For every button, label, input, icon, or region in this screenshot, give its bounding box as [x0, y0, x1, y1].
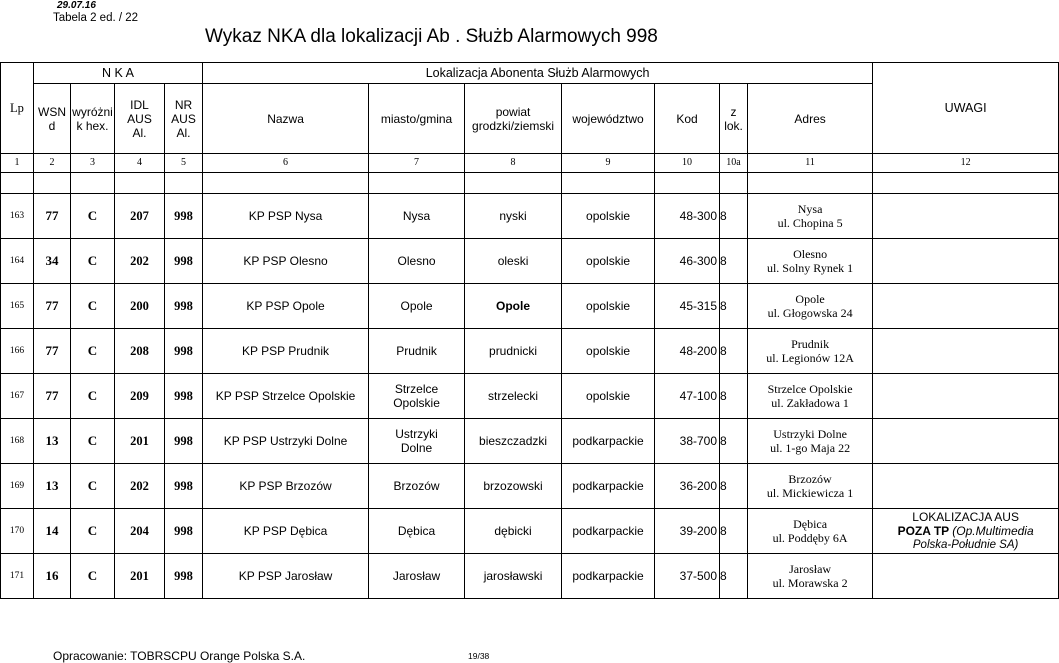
col-lp: Lp [1, 63, 34, 154]
cell-kod: 39-200 [655, 509, 720, 554]
cell-zlok: 8 [720, 419, 748, 464]
col-group-nka: N K A [34, 63, 203, 84]
col-zlok [720, 84, 748, 154]
spacer-cell [71, 173, 115, 194]
col-miasto: miasto/gmina [369, 84, 465, 154]
col-uwagi: UWAGI [873, 63, 1059, 154]
col-kod: Kod [655, 84, 720, 154]
table-row [1, 554, 1059, 599]
cell-idl: 202 [115, 464, 165, 509]
table-row [1, 329, 1059, 374]
cell-nazwa: KP PSP Opole [203, 284, 369, 329]
cell-wyroznik: C [71, 554, 115, 599]
cell-miasto-line1: Prudnik [396, 344, 437, 358]
uwagi-line2-bold: POZA TP [897, 524, 949, 538]
cell-kod: 37-500 [655, 554, 720, 599]
spacer-cell [748, 173, 873, 194]
col-powiat [465, 84, 562, 154]
cell-miasto-line1: Dębica [397, 524, 436, 538]
spacer-cell [115, 173, 165, 194]
cell-wyroznik: C [71, 464, 115, 509]
cell-idl: 201 [115, 554, 165, 599]
cell-miasto [369, 239, 465, 284]
cell-uwagi [873, 509, 1059, 554]
cell-adres-line2: ul. Zakładowa 1 [771, 396, 849, 410]
cell-miasto [369, 374, 465, 419]
cell-idl: 207 [115, 194, 165, 239]
col-wyroznik-line1: wyróżni [72, 104, 113, 119]
uwagi-line1: LOKALIZACJA AUS [912, 510, 1019, 524]
cell-wsn: 16 [34, 554, 71, 599]
cell-wsn: 14 [34, 509, 71, 554]
cell-wojewodztwo: podkarpackie [562, 554, 655, 599]
col-wsn: WSN d [34, 84, 71, 154]
cell-wyroznik: C [71, 329, 115, 374]
col-number: 4 [115, 154, 165, 173]
spacer-cell [720, 173, 748, 194]
cell-miasto [369, 329, 465, 374]
cell-idl: 209 [115, 374, 165, 419]
header-row-groups [1, 63, 1059, 84]
cell-miasto-line2: Opolskie [393, 396, 440, 410]
spacer-cell [369, 173, 465, 194]
col-number: 11 [748, 154, 873, 173]
col-number: 7 [369, 154, 465, 173]
col-nr-line1: NR [174, 97, 193, 112]
cell-wsn: 77 [34, 374, 71, 419]
cell-powiat: jarosławski [465, 554, 562, 599]
cell-adres-line1: Nysa [797, 202, 823, 216]
cell-lp: 163 [1, 194, 34, 239]
cell-adres-line1: Olesno [793, 247, 828, 261]
col-number: 9 [562, 154, 655, 173]
spacer-cell [562, 173, 655, 194]
cell-miasto-line1: Ustrzyki [395, 427, 438, 441]
cell-nr: 998 [165, 239, 203, 284]
cell-uwagi [873, 329, 1059, 374]
cell-wojewodztwo: opolskie [562, 239, 655, 284]
column-number-row [1, 154, 1059, 173]
col-idl-line1: IDL [130, 97, 149, 112]
col-wyroznik-line2: k hex. [76, 118, 109, 133]
col-nazwa: Nazwa [203, 84, 369, 154]
table-row [1, 194, 1059, 239]
cell-uwagi [873, 239, 1059, 284]
uwagi-line2-italic: (Op.Multimedia [952, 524, 1034, 538]
cell-powiat: oleski [465, 239, 562, 284]
cell-wyroznik: C [71, 284, 115, 329]
cell-wojewodztwo: opolskie [562, 374, 655, 419]
cell-wojewodztwo: podkarpackie [562, 419, 655, 464]
cell-wojewodztwo: opolskie [562, 329, 655, 374]
cell-miasto-line2: Dolne [400, 441, 433, 455]
cell-zlok: 8 [720, 284, 748, 329]
cell-zlok: 8 [720, 374, 748, 419]
cell-adres [748, 509, 873, 554]
cell-adres-line2: ul. Mickiewicza 1 [766, 486, 854, 500]
cell-powiat: brzozowski [465, 464, 562, 509]
cell-miasto-line1: Strzelce [394, 382, 439, 396]
cell-wyroznik: C [71, 419, 115, 464]
cell-adres [748, 239, 873, 284]
col-zlok-line1: z [730, 104, 737, 119]
cell-wsn: 77 [34, 194, 71, 239]
cell-nazwa: KP PSP Brzozów [203, 464, 369, 509]
col-powiat-line1: powiat [495, 104, 531, 119]
cell-zlok: 8 [720, 329, 748, 374]
cell-nr: 998 [165, 374, 203, 419]
cell-nr: 998 [165, 509, 203, 554]
cell-adres [748, 194, 873, 239]
cell-nazwa: KP PSP Prudnik [203, 329, 369, 374]
cell-wojewodztwo: opolskie [562, 284, 655, 329]
col-idl [115, 84, 165, 154]
table-row [1, 419, 1059, 464]
cell-kod: 45-315 [655, 284, 720, 329]
cell-zlok: 8 [720, 464, 748, 509]
cell-adres-line2: ul. Głogowska 24 [767, 306, 853, 320]
cell-lp: 167 [1, 374, 34, 419]
cell-adres-line1: Dębica [793, 517, 828, 531]
cell-powiat: strzelecki [465, 374, 562, 419]
cell-adres-line2: ul. Poddęby 6A [772, 531, 848, 545]
cell-miasto-line1: Opole [400, 299, 433, 313]
cell-nazwa: KP PSP Dębica [203, 509, 369, 554]
cell-miasto [369, 194, 465, 239]
col-nr-line2: AUS [171, 111, 196, 126]
uwagi-line2 [873, 524, 1058, 538]
cell-uwagi [873, 554, 1059, 599]
cell-miasto-line1: Jarosław [392, 569, 441, 583]
cell-adres-line1: Brzozów [788, 472, 832, 486]
col-number: 10a [720, 154, 748, 173]
col-nr-line3: Al. [176, 125, 191, 140]
col-adres: Adres [748, 84, 873, 154]
cell-miasto-line1: Nysa [402, 209, 431, 223]
document-date: 29.07.16 [57, 0, 96, 11]
cell-zlok: 8 [720, 554, 748, 599]
cell-nazwa: KP PSP Olesno [203, 239, 369, 284]
spacer-cell [655, 173, 720, 194]
spacer-cell [1, 173, 34, 194]
cell-wsn: 13 [34, 464, 71, 509]
cell-powiat: Opole [465, 284, 562, 329]
spacer-cell [203, 173, 369, 194]
cell-lp: 165 [1, 284, 34, 329]
col-number: 2 [34, 154, 71, 173]
cell-miasto [369, 509, 465, 554]
cell-lp: 168 [1, 419, 34, 464]
cell-lp: 171 [1, 554, 34, 599]
table-row [1, 464, 1059, 509]
cell-uwagi [873, 419, 1059, 464]
cell-adres-line2: ul. Legionów 12A [766, 351, 854, 365]
cell-miasto-line1: Olesno [397, 254, 436, 268]
cell-wyroznik: C [71, 194, 115, 239]
cell-lp: 166 [1, 329, 34, 374]
cell-kod: 47-100 [655, 374, 720, 419]
col-number: 6 [203, 154, 369, 173]
cell-wyroznik: C [71, 509, 115, 554]
cell-adres-line1: Prudnik [791, 337, 830, 351]
cell-uwagi [873, 464, 1059, 509]
cell-lp: 164 [1, 239, 34, 284]
cell-kod: 38-700 [655, 419, 720, 464]
cell-adres [748, 464, 873, 509]
cell-powiat: bieszczadzki [465, 419, 562, 464]
cell-miasto [369, 554, 465, 599]
table-row [1, 374, 1059, 419]
cell-wsn: 77 [34, 329, 71, 374]
col-number: 5 [165, 154, 203, 173]
cell-uwagi [873, 374, 1059, 419]
cell-lp: 170 [1, 509, 34, 554]
cell-wojewodztwo: podkarpackie [562, 464, 655, 509]
cell-powiat: prudnicki [465, 329, 562, 374]
spacer-cell [34, 173, 71, 194]
cell-nazwa: KP PSP Strzelce Opolskie [203, 374, 369, 419]
cell-nazwa: KP PSP Ustrzyki Dolne [203, 419, 369, 464]
cell-nazwa: KP PSP Nysa [203, 194, 369, 239]
cell-nr: 998 [165, 464, 203, 509]
col-number: 1 [1, 154, 34, 173]
cell-miasto [369, 284, 465, 329]
spacer-cell [873, 173, 1059, 194]
cell-adres [748, 284, 873, 329]
footer-page-number: 19/38 [468, 651, 490, 661]
cell-adres [748, 329, 873, 374]
cell-wyroznik: C [71, 374, 115, 419]
col-number: 12 [873, 154, 1059, 173]
uwagi-line3: Polska-Południe SA) [912, 539, 1019, 551]
table-row [1, 509, 1059, 554]
cell-adres-line2: ul. 1-go Maja 22 [770, 441, 851, 455]
col-zlok-line2: lok. [724, 118, 743, 133]
cell-wojewodztwo: podkarpackie [562, 509, 655, 554]
cell-wojewodztwo: opolskie [562, 194, 655, 239]
cell-nr: 998 [165, 194, 203, 239]
page-title: Wykaz NKA dla lokalizacji Ab . Służb Alarmowych 998 [205, 26, 658, 47]
col-idl-line3: Al. [132, 125, 147, 140]
cell-uwagi [873, 194, 1059, 239]
spacer-cell [165, 173, 203, 194]
cell-lp: 169 [1, 464, 34, 509]
cell-nr: 998 [165, 419, 203, 464]
cell-adres-line1: Ustrzyki Dolne [773, 427, 847, 441]
footer-prepared-by: Opracowanie: TOBRSCPU Orange Polska S.A. [53, 649, 306, 663]
cell-wsn: 34 [34, 239, 71, 284]
cell-adres-line1: Jarosław [789, 562, 832, 576]
table-row [1, 284, 1059, 329]
cell-nr: 998 [165, 284, 203, 329]
cell-adres-line2: ul. Chopina 5 [777, 216, 843, 230]
spacer-row [1, 173, 1059, 194]
cell-miasto [369, 464, 465, 509]
col-number: 3 [71, 154, 115, 173]
cell-kod: 48-200 [655, 329, 720, 374]
table-row [1, 239, 1059, 284]
cell-idl: 202 [115, 239, 165, 284]
cell-idl: 201 [115, 419, 165, 464]
cell-idl: 200 [115, 284, 165, 329]
col-number: 10 [655, 154, 720, 173]
cell-adres [748, 419, 873, 464]
cell-zlok: 8 [720, 194, 748, 239]
cell-adres-line1: Opole [795, 292, 825, 306]
nka-table [0, 62, 1059, 599]
col-wojewodztwo: województwo [562, 84, 655, 154]
cell-miasto-line1: Brzozów [393, 479, 440, 493]
cell-idl: 208 [115, 329, 165, 374]
cell-miasto [369, 419, 465, 464]
cell-powiat: nyski [465, 194, 562, 239]
cell-nr: 998 [165, 554, 203, 599]
cell-zlok: 8 [720, 509, 748, 554]
col-wyroznik [71, 84, 115, 154]
table-reference: Tabela 2 ed. / 22 [53, 12, 139, 24]
col-idl-line2: AUS [127, 111, 152, 126]
cell-adres-line2: ul. Solny Rynek 1 [766, 261, 854, 275]
cell-adres-line2: ul. Morawska 2 [772, 576, 848, 590]
cell-kod: 48-300 [655, 194, 720, 239]
cell-kod: 46-300 [655, 239, 720, 284]
col-number: 8 [465, 154, 562, 173]
cell-wyroznik: C [71, 239, 115, 284]
spacer-cell [465, 173, 562, 194]
cell-idl: 204 [115, 509, 165, 554]
cell-kod: 36-200 [655, 464, 720, 509]
cell-uwagi [873, 284, 1059, 329]
cell-zlok: 8 [720, 239, 748, 284]
col-group-lokalizacja: Lokalizacja Abonenta Służb Alarmowych [203, 63, 873, 84]
cell-nr: 998 [165, 329, 203, 374]
col-powiat-line2: grodzki/ziemski [472, 118, 555, 133]
cell-adres [748, 374, 873, 419]
cell-wsn: 77 [34, 284, 71, 329]
col-nr [165, 84, 203, 154]
cell-adres [748, 554, 873, 599]
cell-powiat: dębicki [465, 509, 562, 554]
cell-nazwa: KP PSP Jarosław [203, 554, 369, 599]
cell-wsn: 13 [34, 419, 71, 464]
cell-adres-line1: Strzelce Opolskie [767, 382, 853, 396]
